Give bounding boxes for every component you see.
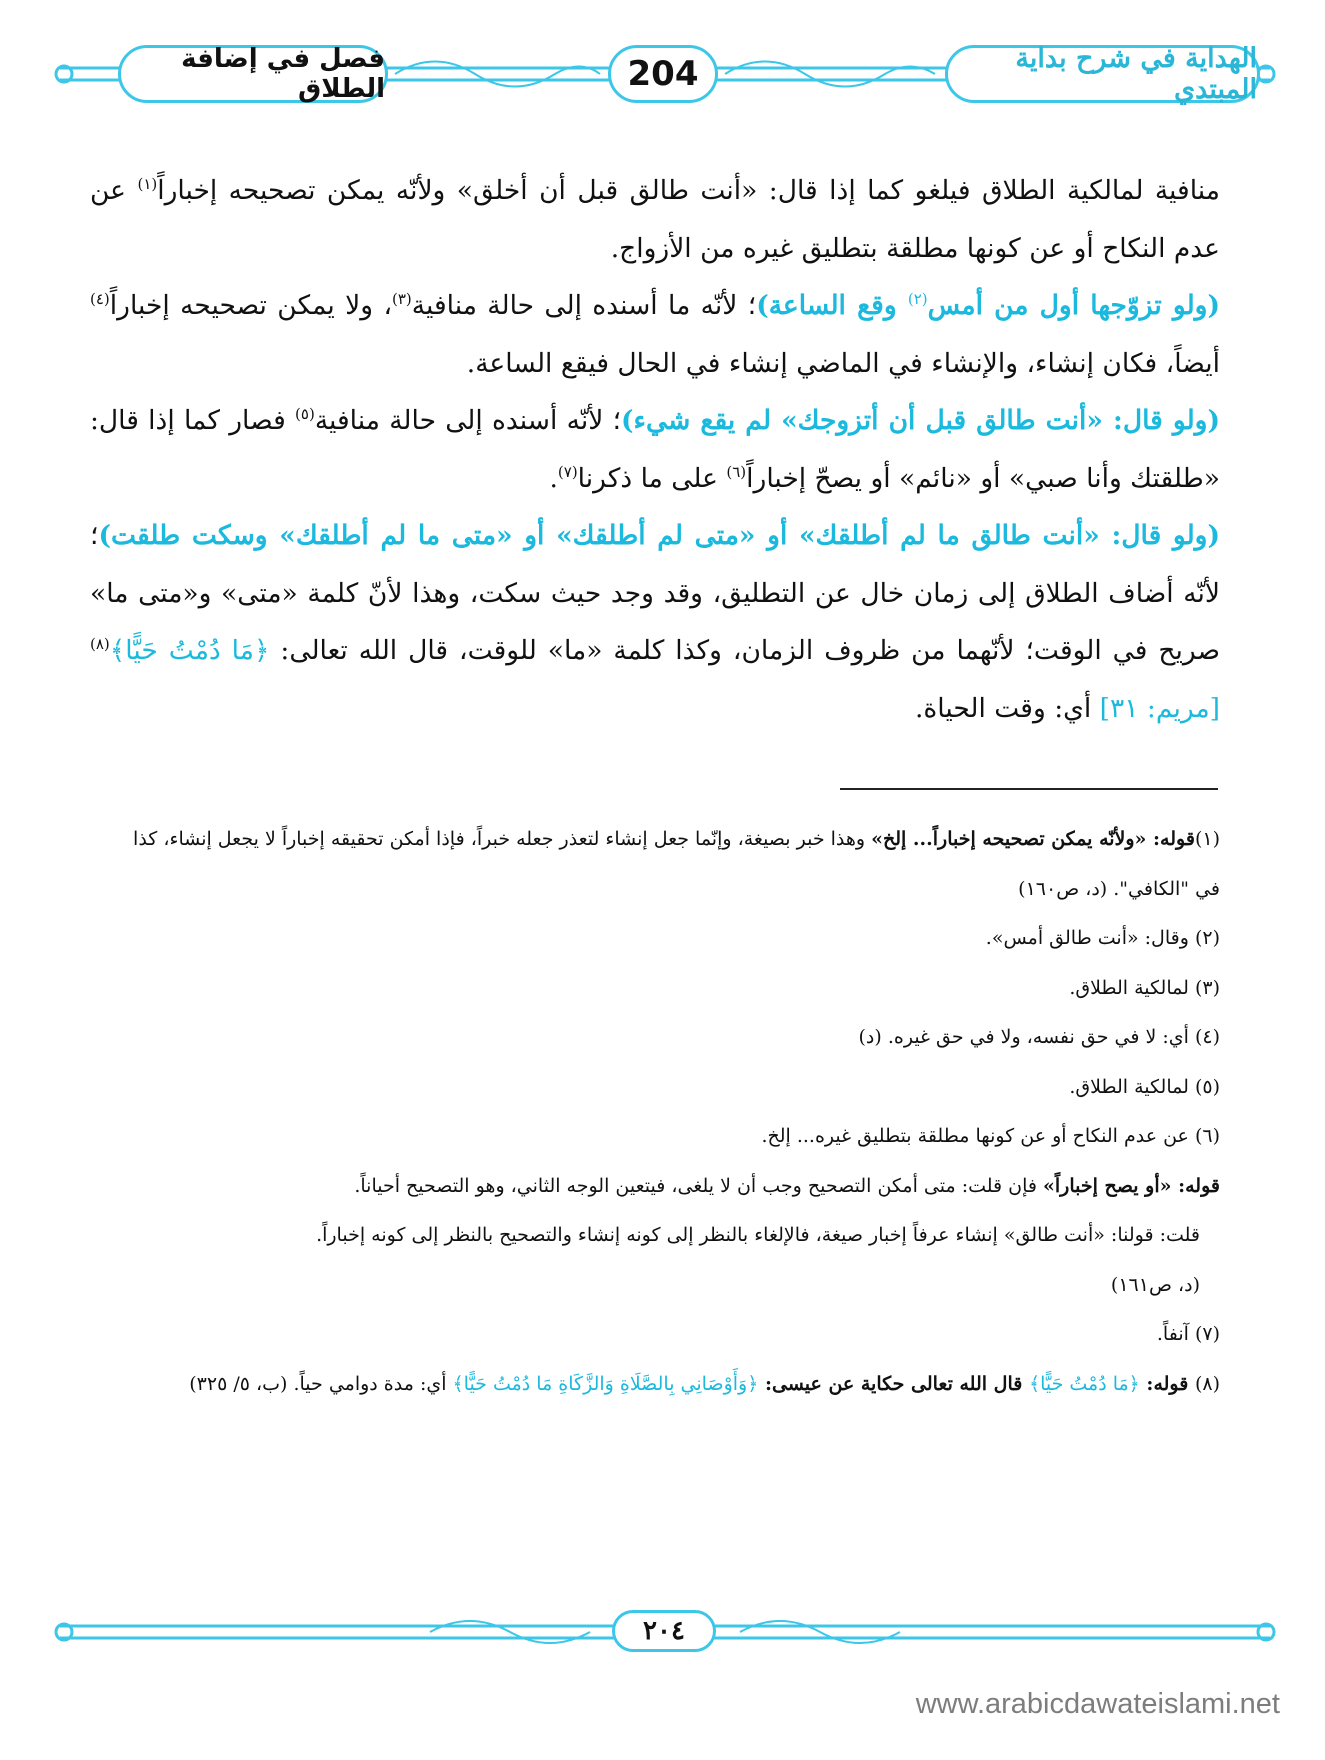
website-link[interactable]: www.arabicdawateislami.net — [915, 1688, 1280, 1720]
footnote-1: (١)قوله: «ولأنّه يمكن تصحيحه إخباراً... إلخ» وهذا خبر بصيغة، وإنّما جعل إنشاء لتعذر جعله خبراً، فإذا أمكن تحقيقه إخباراً لا يجعل إنشاء، كذا في "الكافي". (د، ص١٦٠) — [133, 828, 1220, 900]
footer-page-number: ٢٠٤ — [612, 1610, 716, 1652]
quran-verse: ﴿وَأَوْصَانِي بِالصَّلَاةِ وَالزَّكَاةِ مَا دُمْتُ حَيًّا﴾ — [452, 1372, 759, 1395]
paragraph-4: (ولو قال: «أنت طالق ما لم أطلقك» أو «متى لم أطلقك» أو «متى ما لم أطلقك» وسكت طلقت)؛ لأنّه أضاف الطلاق إلى زمان خال عن التطليق، وقد وجد حيث سكت، وهذا لأنّ كلمة «متى» و«متى ما» صريح في الوقت؛ لأنّهما من ظروف الزمان، وكذا كلمة «ما» للوقت، قال الله تعالى: ﴿مَا دُمْتُ حَيًّا﴾$^{(٨)}$ [مريم: ٣١] أي: وقت الحياة. — [90, 520, 1220, 724]
footnote-6-comment: قوله: «أو يصح إخباراً» فإن قلت: متى أمكن التصحيح وجب أن لا يلغى، فيتعين الوجه الثاني، وهو التصحيح أحياناً. — [354, 1174, 1220, 1197]
chapter-title: فصل في إضافة الطلاق — [118, 45, 388, 103]
verse-reference: [مريم: ٣١] — [1099, 692, 1220, 724]
footnote-5: (٥) لمالكية الطلاق. — [1069, 1075, 1220, 1098]
page-header — [0, 0, 1325, 150]
footnote-7: (٧) آنفاً. — [1156, 1323, 1220, 1345]
matn-quote: (ولو قال: «أنت طالق ما لم أطلقك» أو «متى لم أطلقك» أو «متى ما لم أطلقك» وسكت طلقت) — [98, 520, 1220, 551]
page-footer — [0, 1600, 1325, 1680]
paragraph-1: منافية لمالكية الطلاق فيلغو كما إذا قال: «أنت طالق قبل أن أخلق» ولأنّه يمكن تصحيحه إخباراً$^{(١)}$ عن عدم النكاح أو عن كونها مطلقة بتطليق غيره من الأزواج. — [90, 175, 1220, 264]
footnote-3: (٣) لمالكية الطلاق. — [1069, 976, 1220, 999]
footnote-6-ref: (د، ص١٦١) — [1110, 1273, 1200, 1296]
page-number: 204 — [608, 45, 718, 103]
quran-verse: ﴿مَا دُمْتُ حَيًّا﴾ — [1028, 1372, 1140, 1395]
footnote-6-reply: قلت: قولنا: «أنت طالق» إنشاء عرفاً إخبار صيغة، فالإلغاء بالنظر إلى كونه إنشاء والتصحيح بالنظر إلى كونه إخباراً. — [316, 1224, 1200, 1246]
matn-quote: (ولو قال: «أنت طالق قبل أن أتزوجك» لم يقع شيء) — [621, 405, 1220, 436]
book-title: الهداية في شرح بداية المبتدي — [945, 45, 1260, 103]
footnotes — [120, 815, 1220, 1409]
footnote-6: (٦) عن عدم النكاح أو عن كونها مطلقة بتطليق غيره... إلخ. — [761, 1125, 1220, 1147]
paragraph-2: (ولو تزوّجها أول من أمس$^{(٢)}$ وقع الساعة)؛ لأنّه ما أسنده إلى حالة منافية$^{(٣)}$، ولا يمكن تصحيحه إخباراً$^{(٤)}$ أيضاً، فكان إنشاء، والإنشاء في الماضي إنشاء في الحال فيقع الساعة. — [90, 290, 1221, 379]
footnote-separator — [840, 788, 1218, 790]
matn-quote: (ولو تزوّجها أول من أمس — [927, 290, 1221, 321]
main-text — [90, 162, 1220, 737]
paragraph-3: (ولو قال: «أنت طالق قبل أن أتزوجك» لم يقع شيء)؛ لأنّه أسنده إلى حالة منافية$^{(٥)}$ فصار كما إذا قال: «طلقتك وأنا صبي» أو «نائم» أو يصحّ إخباراً$^{(٦)}$ على ما ذكرنا$^{(٧)}$. — [90, 405, 1220, 494]
footnote-8: (٨) قوله: ﴿مَا دُمْتُ حَيًّا﴾ قال الله تعالى حكاية عن عيسى: ﴿وَأَوْصَانِي بِالصَّلَاةِ وَالزَّكَاةِ مَا دُمْتُ حَيًّا﴾ أي: مدة دوامي حياً. (ب، ٥/ ٣٢٥) — [189, 1372, 1220, 1395]
footnote-2: (٢) وقال: «أنت طالق أمس». — [985, 927, 1220, 949]
footnote-4: (٤) أي: لا في حق نفسه، ولا في حق غيره. (د) — [858, 1026, 1220, 1048]
quran-verse: ﴿مَا دُمْتُ حَيًّا﴾ — [109, 635, 270, 666]
